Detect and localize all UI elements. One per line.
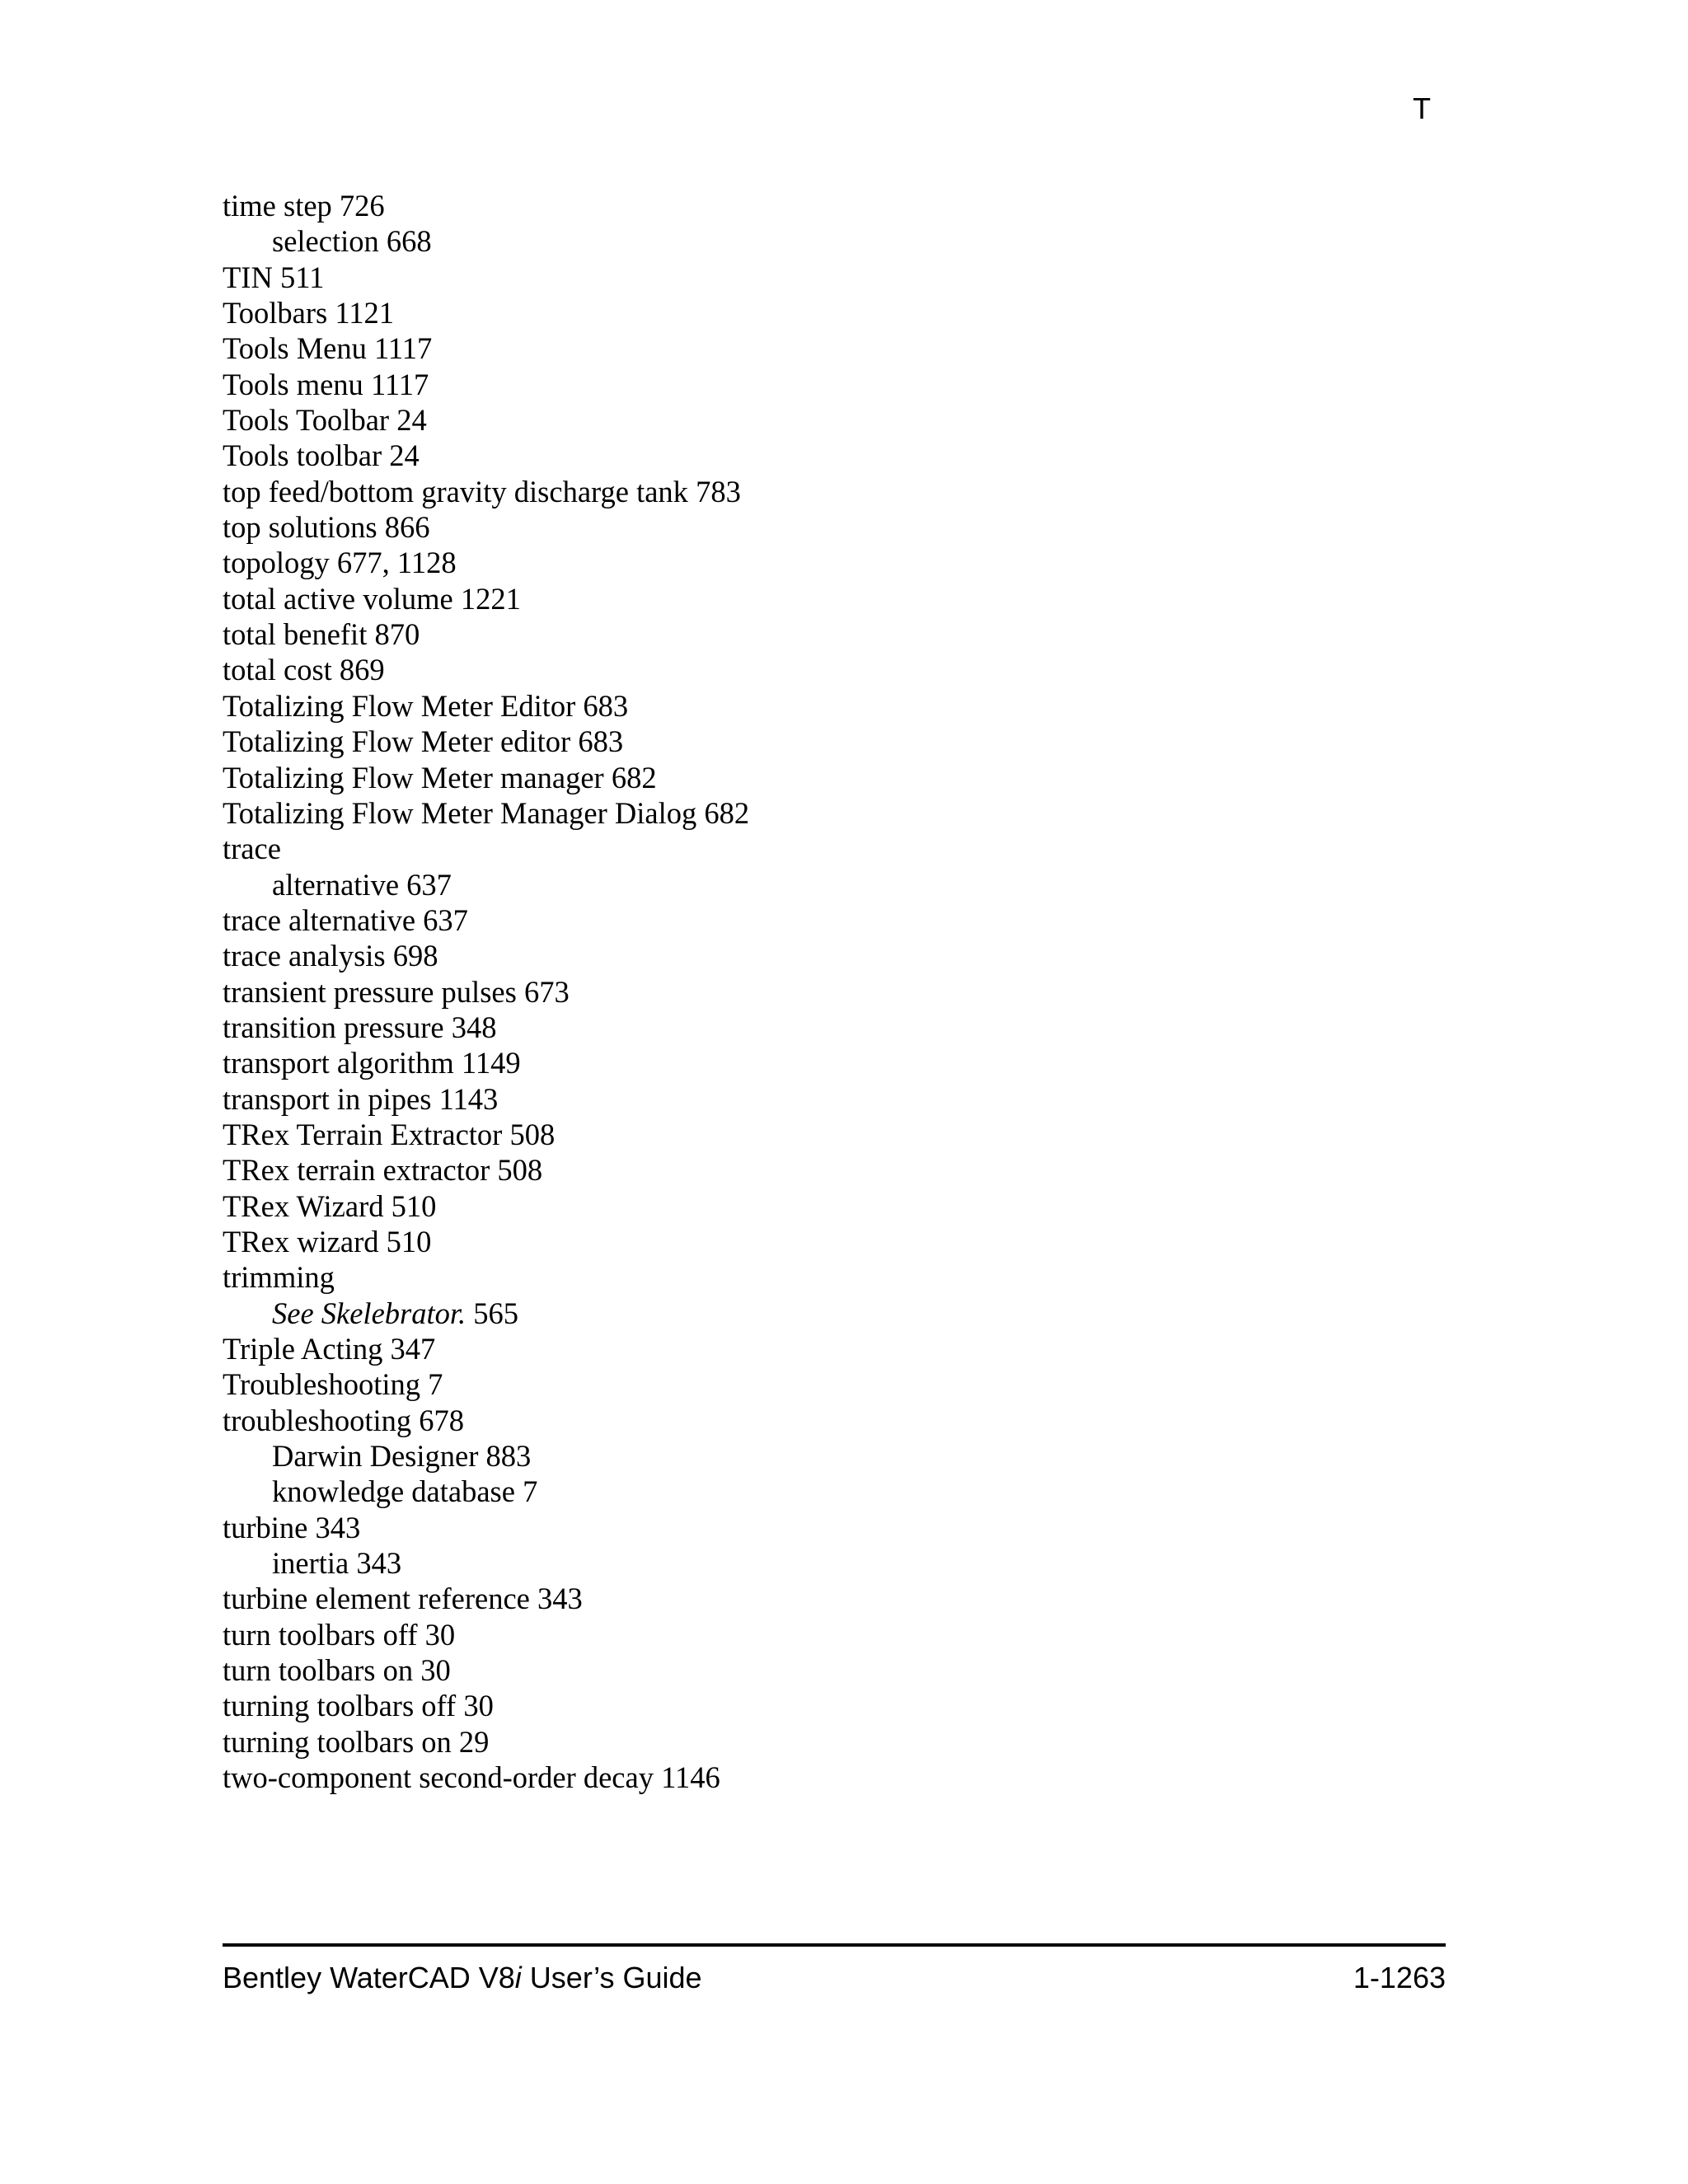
index-term: TIN bbox=[223, 260, 273, 294]
index-list bbox=[223, 188, 1459, 1795]
index-entry bbox=[223, 795, 1459, 831]
index-page-ref: 24 bbox=[396, 403, 427, 438]
index-page-ref: 348 bbox=[451, 1010, 497, 1044]
index-term: total active volume bbox=[223, 581, 453, 616]
index-entry bbox=[223, 1652, 1459, 1688]
index-entry bbox=[223, 295, 1459, 330]
index-term: transition pressure bbox=[223, 1010, 444, 1044]
index-term: top solutions bbox=[223, 510, 377, 545]
index-entry bbox=[223, 974, 1459, 1010]
index-entry bbox=[223, 367, 1459, 402]
index-page-ref: 343 bbox=[356, 1546, 402, 1581]
index-term: transport in pipes bbox=[223, 1081, 432, 1116]
index-entry bbox=[223, 1331, 1459, 1366]
index-page-ref: 678 bbox=[419, 1403, 464, 1437]
index-page-ref: 1221 bbox=[460, 581, 521, 616]
index-entry bbox=[223, 330, 1459, 366]
index-subentry bbox=[223, 1438, 1459, 1474]
index-term: trace analysis bbox=[223, 939, 386, 973]
index-term: top feed/bottom gravity discharge tank bbox=[223, 474, 688, 509]
index-entry bbox=[223, 1117, 1459, 1152]
index-entry bbox=[223, 402, 1459, 438]
index-page-ref: 7 bbox=[523, 1474, 538, 1509]
index-entry bbox=[223, 938, 1459, 973]
index-entry bbox=[223, 188, 1459, 223]
index-entry bbox=[223, 581, 1459, 616]
index-term: Totalizing Flow Meter Editor bbox=[223, 688, 576, 723]
index-term: turning toolbars on bbox=[223, 1724, 452, 1759]
index-page-ref: 30 bbox=[424, 1617, 456, 1652]
index-page-ref: 343 bbox=[315, 1510, 361, 1544]
index-term: Totalizing Flow Meter Manager Dialog bbox=[223, 795, 697, 830]
index-page-ref: 508 bbox=[497, 1153, 543, 1188]
index-term: turn toolbars off bbox=[223, 1617, 418, 1652]
index-page-ref: 637 bbox=[406, 867, 452, 902]
index-subentry bbox=[223, 223, 1459, 259]
index-term: time step bbox=[223, 189, 332, 223]
index-page-ref: 698 bbox=[392, 939, 438, 973]
index-subentry bbox=[223, 1474, 1459, 1509]
index-page-ref: 1117 bbox=[370, 367, 429, 401]
index-page-ref: 1146 bbox=[661, 1760, 720, 1795]
index-entry bbox=[223, 1688, 1459, 1723]
index-page-ref: 30 bbox=[420, 1653, 451, 1688]
index-term: Tools Toolbar bbox=[223, 403, 390, 438]
index-term: knowledge database bbox=[272, 1474, 515, 1509]
index-entry bbox=[223, 1581, 1459, 1616]
index-entry bbox=[223, 724, 1459, 759]
index-entry bbox=[223, 1224, 1459, 1259]
index-page-ref: 1143 bbox=[438, 1081, 499, 1116]
index-entry bbox=[223, 760, 1459, 795]
index-page-ref: 683 bbox=[583, 688, 629, 723]
index-page-ref: 668 bbox=[386, 224, 432, 259]
index-term: TRex Terrain Extractor bbox=[223, 1117, 503, 1151]
index-entry bbox=[223, 474, 1459, 509]
index-subentry bbox=[223, 1545, 1459, 1581]
index-term: Tools menu bbox=[223, 367, 363, 401]
index-term: topology bbox=[223, 546, 330, 580]
index-entry bbox=[223, 438, 1459, 473]
index-term: Tools toolbar bbox=[223, 438, 382, 473]
index-term: Darwin Designer bbox=[272, 1439, 479, 1474]
index-page-ref: 565 bbox=[473, 1296, 519, 1330]
index-entry bbox=[223, 1510, 1459, 1545]
index-term: alternative bbox=[272, 867, 400, 902]
index-term: Troubleshooting bbox=[223, 1367, 420, 1402]
index-page-ref: 726 bbox=[339, 189, 385, 223]
footer-divider bbox=[223, 1943, 1446, 1947]
index-term: selection bbox=[272, 224, 379, 259]
index-term: Tools Menu bbox=[223, 331, 367, 366]
index-entry bbox=[223, 1010, 1459, 1045]
index-term: trace bbox=[223, 832, 281, 866]
index-term: turning toolbars off bbox=[223, 1689, 457, 1723]
index-entry bbox=[223, 652, 1459, 687]
index-term: Triple Acting bbox=[223, 1332, 383, 1366]
index-page-ref: 869 bbox=[339, 653, 385, 687]
index-term: total benefit bbox=[223, 617, 368, 652]
index-entry bbox=[223, 1617, 1459, 1652]
footer-title-suffix: User’s Guide bbox=[521, 1961, 702, 1994]
index-term: turn toolbars on bbox=[223, 1653, 414, 1688]
index-term: transient pressure pulses bbox=[223, 974, 517, 1009]
index-term: turbine bbox=[223, 1510, 308, 1544]
index-page-ref: 343 bbox=[537, 1582, 583, 1616]
index-entry bbox=[223, 1188, 1459, 1224]
index-term: transport algorithm bbox=[223, 1046, 454, 1080]
index-term: trimming bbox=[223, 1260, 335, 1295]
index-term: trace alternative bbox=[223, 902, 416, 937]
index-subentry bbox=[223, 867, 1459, 902]
index-term: two-component second-order decay bbox=[223, 1760, 654, 1795]
index-subentry bbox=[223, 1296, 1459, 1331]
index-term: troubleshooting bbox=[223, 1403, 412, 1437]
index-term: TRex Wizard bbox=[223, 1188, 384, 1223]
index-term: turbine element reference bbox=[223, 1582, 530, 1616]
index-entry bbox=[223, 260, 1459, 295]
index-entry bbox=[223, 509, 1459, 545]
index-page-ref: 29 bbox=[458, 1724, 490, 1759]
index-page-ref: 682 bbox=[704, 795, 750, 830]
index-page-ref: 883 bbox=[485, 1439, 532, 1474]
index-page-ref: 866 bbox=[384, 510, 430, 545]
index-page-ref: 677, 1128 bbox=[336, 546, 457, 580]
index-page-ref: 510 bbox=[386, 1224, 432, 1258]
index-entry bbox=[223, 688, 1459, 724]
index-page-ref: 870 bbox=[374, 617, 420, 652]
index-page-ref: 1149 bbox=[461, 1046, 521, 1080]
index-term: inertia bbox=[272, 1546, 349, 1581]
index-page-ref: 7 bbox=[428, 1367, 443, 1402]
index-page-ref: 24 bbox=[389, 438, 420, 473]
footer-page-number: 1-1263 bbox=[1353, 1961, 1446, 1994]
index-page-ref: 508 bbox=[509, 1117, 556, 1151]
index-term: TRex wizard bbox=[223, 1224, 379, 1258]
index-page-ref: 30 bbox=[463, 1689, 494, 1723]
index-page-ref: 510 bbox=[391, 1188, 437, 1223]
index-entry bbox=[223, 1081, 1459, 1117]
index-term: TRex terrain extractor bbox=[223, 1153, 490, 1188]
index-entry bbox=[223, 545, 1459, 580]
index-term: Totalizing Flow Meter editor bbox=[223, 724, 571, 759]
index-term: total cost bbox=[223, 653, 332, 687]
index-page-ref: 1121 bbox=[335, 296, 394, 330]
index-page-ref: 682 bbox=[611, 760, 657, 794]
index-entry bbox=[223, 902, 1459, 938]
index-entry bbox=[223, 1259, 1459, 1295]
index-entry bbox=[223, 831, 1459, 866]
index-term: Totalizing Flow Meter manager bbox=[223, 760, 604, 794]
index-page-ref: 347 bbox=[390, 1332, 436, 1366]
index-entry bbox=[223, 1403, 1459, 1438]
index-page-ref: 683 bbox=[578, 724, 624, 759]
index-entry bbox=[223, 616, 1459, 652]
footer-book-title bbox=[223, 1958, 702, 1998]
footer-title-prefix: Bentley WaterCAD V8 bbox=[223, 1961, 515, 1994]
section-letter: T bbox=[1413, 91, 1431, 125]
index-term: Toolbars bbox=[223, 296, 328, 330]
index-page-ref: 673 bbox=[523, 974, 570, 1009]
index-page-ref: 1117 bbox=[374, 331, 433, 366]
index-entry bbox=[223, 1724, 1459, 1760]
index-page-ref: 511 bbox=[279, 260, 325, 294]
footer-title-italic: i bbox=[514, 1961, 522, 1994]
index-entry bbox=[223, 1045, 1459, 1080]
index-entry bbox=[223, 1152, 1459, 1188]
index-entry bbox=[223, 1366, 1459, 1402]
index-page-ref: 783 bbox=[696, 474, 741, 509]
index-term: See Skelebrator. bbox=[272, 1296, 467, 1330]
index-entry bbox=[223, 1760, 1459, 1795]
index-page-ref: 637 bbox=[423, 902, 468, 937]
